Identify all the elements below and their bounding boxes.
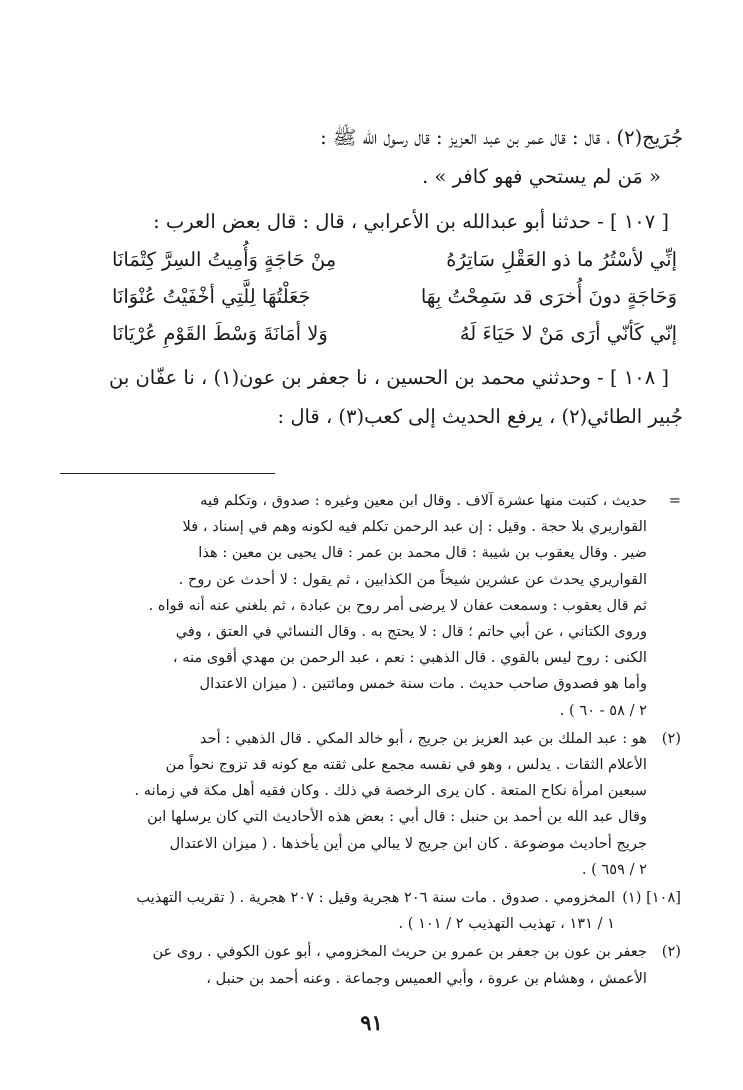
page-number: ٩١ xyxy=(360,1010,383,1035)
footnote-line: الكنى : روح ليس بالقوي . قال الذهبي : نعم ، عبد الرحمن بن مهدي أقوى منه ، xyxy=(172,649,647,667)
verse-first-hemistich: إنِّي لأسْتُرُ ما ذو العَقْلِ سَاتِرُهُ xyxy=(446,248,677,271)
narration-107: [ ١٠٧ ] - حدثنا أبو عبدالله بن الأعرابي ، قال : قال بعض العرب : xyxy=(153,210,669,233)
footnote-line: القواريري يحدث عن عشرين شيخاً من الكذابين ، ثم يقول : لا أحدث عن روح . xyxy=(178,570,647,588)
narration-108: [ ١٠٨ ] - وحدثني محمد بن الحسين ، نا جعفر بن عون(١) ، نا عفّان بن xyxy=(108,366,669,389)
footnote-line: هو : عبد الملك بن عبد العزيز بن جريج ، أبو خالد المكي . قال الذهبي : أحد xyxy=(199,729,647,747)
footnote-body xyxy=(96,726,647,883)
verse-first-hemistich: وَحَاجَةٍ دونَ أُخرَى قد سَمِحْتُ بِهَا xyxy=(420,285,677,308)
footnote-line: جريج أحاديث موضوعة . كان ابن جريج لا يبالي من أين يأخذها . ( ميزان الاعتدال xyxy=(169,834,647,852)
footnote-line: ضير . وقال يعقوب بن شيبة : قال محمد بن عمر : قال يحيى بن معين : هذا xyxy=(198,544,647,562)
footnote xyxy=(96,726,681,883)
footnote-line: وروى الكتاني ، عن أبي حاتم ؛ قال : لا يحتج به . وقال النسائي في العتق ، وفي xyxy=(175,623,647,641)
poem xyxy=(110,241,683,352)
footnote-line: ثم قال يعقوب : وسمعت عفان لا يرضى أمر روح بن عبادة ، ثم بلغني عنه أنه قواه . xyxy=(148,596,647,614)
poem-verse xyxy=(110,278,683,315)
footnote-line: حديث ، كتبت منها عشرة آلاف . وقال ابن معين وغيره : صدوق ، وتكلم فيه xyxy=(200,492,647,509)
footnote-line: سبعين امرأة نكاح المتعة . كان يرى الرخصة في ذلك . وكان فقيه أهل مكة في زمانه . xyxy=(134,782,647,800)
footnotes xyxy=(96,488,681,992)
verse-first-hemistich: إنّي كَأنّي أرَى مَنْ لا حَيَاءَ لَهُ xyxy=(459,322,677,345)
footnote-body xyxy=(96,939,647,991)
footnote xyxy=(96,488,681,724)
footnote-line: ٢ / ٦٥٩ ) . xyxy=(581,860,647,878)
footnote-body xyxy=(96,488,647,724)
footnote-line: وقال عبد الله بن أحمد بن حنبل : قال أبي : بعض هذه الأحاديث التي كان يرسلها ابن xyxy=(147,808,647,826)
footnote-line: الأعمش ، وهشام بن عروة ، وأبي العميس وجماعة . وعنه أحمد بن حنبل ، xyxy=(206,969,647,987)
poem-verse xyxy=(110,315,683,352)
footnote xyxy=(96,885,681,937)
footnote-line: ١ / ١٣١ ، تهذيب التهذيب ٢ / ١٠١ ) . xyxy=(398,915,615,933)
verse-second-hemistich: وَلا أمَانَةَ وَسْطَ القَوْمِ عُرْيَانَا xyxy=(112,322,328,345)
footnote-marker: [١٠٨] (١) xyxy=(622,889,681,907)
main-line: جُبير الطائي(٢) ، يرفع الحديث إلى كعب(٣) ، قال : xyxy=(277,405,683,428)
footnote-marker: (٢) xyxy=(661,943,681,961)
main-line: جُرَيج(٢) ، قال : قال عمر بن عبد العزيز : قال رسول الله ﷺ : xyxy=(320,126,683,149)
footnote-line: وأما هو فصدوق صاحب حديث . مات سنة خمس ومائتين . ( ميزان الاعتدال xyxy=(199,675,647,693)
hadith-quote: « مَن لم يستحي فهو كافر » . xyxy=(422,165,661,188)
footnote-body xyxy=(96,885,615,937)
footnote-line: القواريري بلا حجة . وقيل : إن عبد الرحمن تكلم فيه لكونه وهم في إسناد ، فلا xyxy=(182,518,647,536)
footnote-line: الأعلام الثقات . يدلس ، وهو في نفسه مجمع على ثقته مع كونه قد تزوج نحواً من xyxy=(165,756,647,774)
footnote-marker: (٢) xyxy=(661,729,681,747)
verse-second-hemistich: مِنْ حَاجَةٍ وَأُمِيتُ السِرَّ كِتْمَانَا xyxy=(112,248,337,271)
verse-second-hemistich: جَعَلْتُهَا لِلَّتِي أخْفَيْتُ عُنْوَانَا xyxy=(112,285,311,308)
footnote-separator xyxy=(60,473,275,474)
footnote xyxy=(96,939,681,991)
main-text xyxy=(110,118,683,436)
footnote-line: المخزومي . صدوق . مات سنة ٢٠٦ هجرية وقيل : ٢٠٧ هجرية . ( تقريب التهذيب xyxy=(136,889,615,907)
footnote-line: جعفر بن عون بن جعفر بن عمرو بن حريث المخزومي ، أبو عون الكوفي . روى عن xyxy=(152,943,647,961)
poem-verse xyxy=(110,241,683,278)
footnote-line: ٢ / ٥٨ - ٦٠ ) . xyxy=(559,701,647,719)
footnote-marker: = xyxy=(668,492,681,509)
